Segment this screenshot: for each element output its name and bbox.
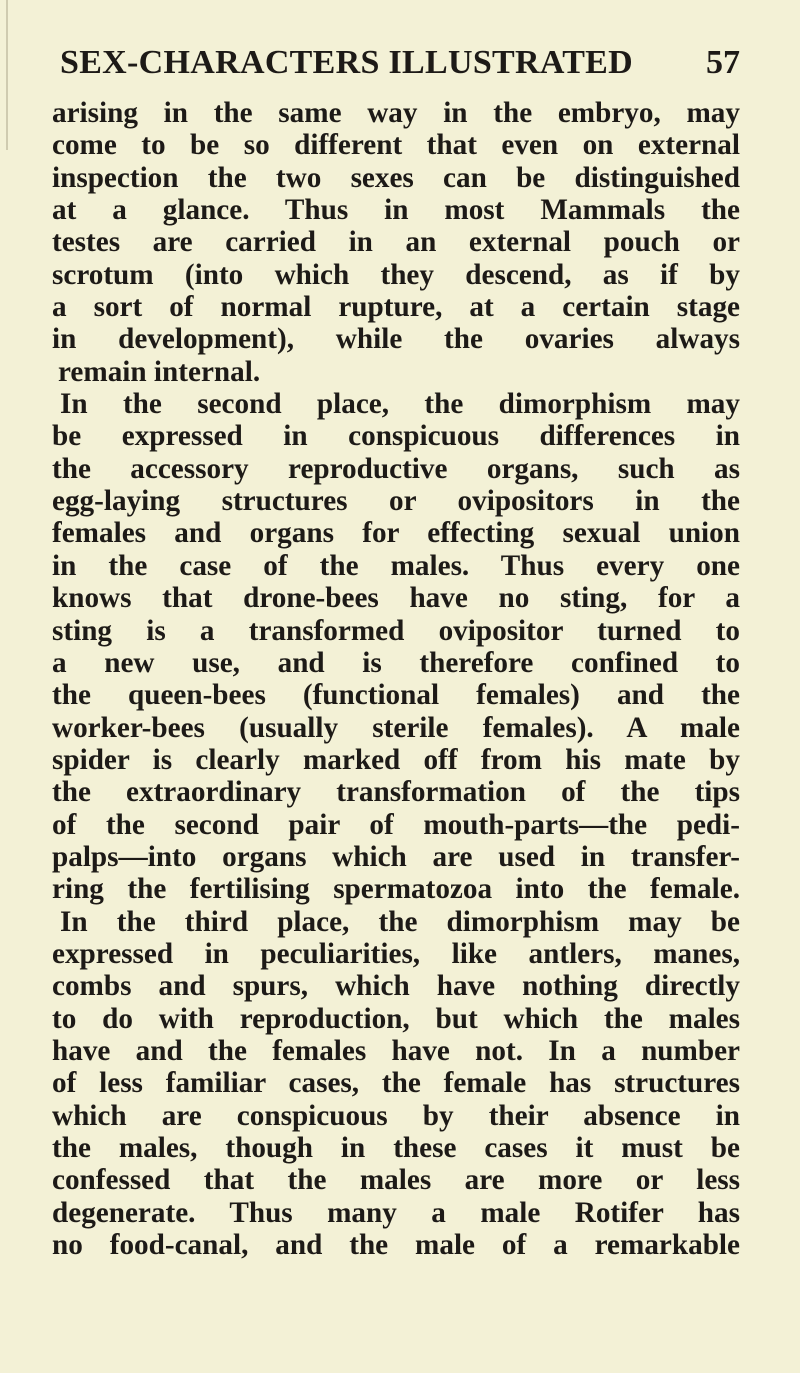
text-line: worker-bees (usually sterile females). A male: [52, 711, 740, 744]
text-line: degenerate. Thus many a male Rotifer has: [52, 1196, 740, 1229]
text-line: egg-laying structures or ovipositors in the: [52, 485, 740, 518]
text-line: no food-canal, and the male of a remarkable: [52, 1229, 740, 1262]
text-line: spider is clearly marked off from his mate by: [52, 743, 740, 776]
text-line: scrotum (into which they descend, as if by: [52, 258, 740, 291]
text-line: In the second place, the dimorphism may: [60, 388, 740, 421]
text-line: come to be so different that even on external: [52, 129, 740, 162]
page-number: 57: [706, 44, 740, 81]
text-line: confessed that the males are more or less: [52, 1164, 740, 1197]
text-line: the extraordinary transformation of the tips: [52, 776, 740, 809]
text-line: knows that drone-bees have no sting, for a: [52, 582, 740, 615]
running-head: SEX-CHARACTERS ILLUSTRATED: [60, 44, 634, 81]
text-line: the males, though in these cases it must be: [52, 1132, 740, 1164]
text-line: females and organs for effecting sexual union: [52, 517, 740, 550]
text-line: palps—into organs which are used in transfer-: [52, 840, 740, 873]
text-line: which are conspicuous by their absence in: [52, 1099, 740, 1132]
text-line: expressed in peculiarities, like antlers, manes,: [52, 937, 740, 970]
text-line: at a glance. Thus in most Mammals the: [52, 194, 740, 227]
text-line: testes are carried in an external pouch or: [52, 226, 740, 259]
text-line: in development), while the ovaries always: [52, 323, 740, 356]
text-line: be expressed in conspicuous differences in: [52, 420, 740, 453]
text-line: sting is a transformed ovipositor turned to: [52, 614, 740, 647]
text-line: of less familiar cases, the female has structures: [52, 1067, 740, 1100]
text-line: ring the fertilising spermatozoa into the female.: [52, 873, 740, 906]
text-line: a sort of normal rupture, at a certain stage: [52, 291, 740, 324]
body-text: [52, 97, 740, 1261]
text-line: of the second pair of mouth-parts—the pedi-: [52, 808, 740, 841]
page-gutter-shadow: [6, 0, 8, 150]
text-line: to do with reproduction, but which the males: [52, 1002, 740, 1035]
text-line: have and the females have not. In a number: [52, 1034, 740, 1067]
text-line: combs and spurs, which have nothing directly: [52, 970, 740, 1003]
text-line: the queen-bees (functional females) and the: [52, 679, 740, 712]
page-header: [60, 44, 740, 88]
text-line: In the third place, the dimorphism may be: [60, 905, 740, 938]
text-line: inspection the two sexes can be distinguished: [52, 161, 740, 194]
text-line: remain internal.: [58, 355, 261, 388]
text-line: in the case of the males. Thus every one: [52, 549, 740, 582]
text-line: arising in the same way in the embryo, may: [52, 97, 740, 129]
text-line: the accessory reproductive organs, such as: [52, 452, 740, 485]
text-line: a new use, and is therefore confined to: [52, 646, 740, 679]
